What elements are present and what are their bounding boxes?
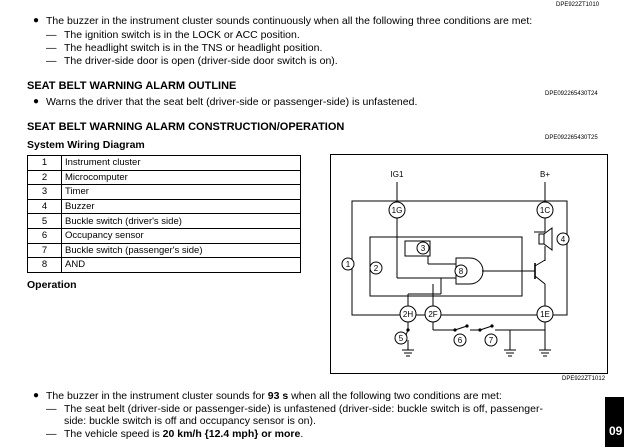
legend-row xyxy=(28,228,301,243)
microcomputer-box xyxy=(370,237,522,296)
legend-num: 2 xyxy=(28,170,62,185)
callout-5-label: 5 xyxy=(398,334,404,343)
legend-label: Buckle switch (passenger's side) xyxy=(62,243,301,258)
legend-label: Occupancy sensor xyxy=(62,228,301,243)
operation-condition-1-line2: side: buckle switch is off and occupancy sensor is on). xyxy=(64,415,316,427)
page-tab xyxy=(605,397,624,447)
callout-2-label: 2 xyxy=(373,264,379,273)
operation-condition-1-line1: The seat belt (driver-side or passenger-side) is unfastened (driver-side: buckle switch is off, passenger- xyxy=(64,403,543,415)
intro-bullet-text: The buzzer in the instrument cluster sounds continuously when all the following three conditions are met: xyxy=(46,15,533,27)
dash-icon: — xyxy=(46,55,57,67)
operation-heading: Operation xyxy=(27,279,77,291)
doc-code-top: DPE922ZT1010 xyxy=(556,2,600,8)
legend-row xyxy=(28,243,301,258)
dash-icon: — xyxy=(46,403,57,415)
callout-1-label: 1 xyxy=(345,260,351,269)
page-tab-label: 09 xyxy=(609,424,623,438)
terminal-1c-label: 1C xyxy=(539,206,551,215)
legend-num: 4 xyxy=(28,199,62,214)
doc-code-diagram: DPE922ZT1012 xyxy=(562,376,606,382)
operation-condition-2 xyxy=(64,428,303,440)
intro-condition-3: The driver-side door is open (driver-side door switch is on). xyxy=(64,55,338,67)
legend-table xyxy=(27,155,301,273)
legend-label: Microcomputer xyxy=(62,170,301,185)
bullet-icon: ● xyxy=(33,15,40,26)
legend-row xyxy=(28,156,301,171)
ground-icon xyxy=(539,350,551,356)
callout-8-label: 8 xyxy=(458,267,464,276)
legend-row xyxy=(28,214,301,229)
legend-label: AND xyxy=(62,258,301,273)
ground-icon xyxy=(504,350,516,356)
doc-code-construction: DPE092265430T25 xyxy=(545,135,598,141)
callout-7-label: 7 xyxy=(488,336,494,345)
bullet-icon: ● xyxy=(33,390,40,401)
legend-label: Buckle switch (driver's side) xyxy=(62,214,301,229)
ground-icon xyxy=(402,350,414,356)
label-ig1: IG1 xyxy=(390,170,404,179)
dash-icon: — xyxy=(46,428,57,440)
terminal-2h-label: 2H xyxy=(402,310,414,319)
operation-condition-2-pre: The vehicle speed is xyxy=(64,428,163,440)
outline-bullet-text: Warns the driver that the seat belt (driver-side or passenger-side) is unfastened. xyxy=(46,96,418,108)
callout-6-label: 6 xyxy=(457,336,463,345)
legend-num: 7 xyxy=(28,243,62,258)
legend-row xyxy=(28,185,301,200)
construction-heading: SEAT BELT WARNING ALARM CONSTRUCTION/OPERATION xyxy=(27,121,345,133)
operation-bullet-post: when all the following two conditions are met: xyxy=(288,390,502,402)
legend-label: Timer xyxy=(62,185,301,200)
outline-heading: SEAT BELT WARNING ALARM OUTLINE xyxy=(27,80,237,92)
legend-num: 1 xyxy=(28,156,62,171)
legend-label: Buzzer xyxy=(62,199,301,214)
bullet-icon: ● xyxy=(33,96,40,107)
operation-bullet-bold: 93 s xyxy=(267,390,289,402)
operation-bullet xyxy=(46,390,502,402)
doc-code-outline: DPE092265430T24 xyxy=(545,91,598,97)
intro-condition-2: The headlight switch is in the TNS or headlight position. xyxy=(64,42,323,54)
intro-condition-1: The ignition switch is in the LOCK or ACC position. xyxy=(64,29,300,41)
wiring-diagram xyxy=(330,154,608,374)
legend-num: 5 xyxy=(28,214,62,229)
dash-icon: — xyxy=(46,29,57,41)
legend-num: 6 xyxy=(28,228,62,243)
callout-3-label: 3 xyxy=(420,244,426,253)
legend-num: 8 xyxy=(28,258,62,273)
dash-icon: — xyxy=(46,42,57,54)
terminal-2f-label: 2F xyxy=(428,310,438,319)
operation-bullet-pre: The buzzer in the instrument cluster sounds for xyxy=(46,390,268,402)
legend-row xyxy=(28,258,301,273)
terminal-1e-label: 1E xyxy=(540,310,550,319)
legend-row xyxy=(28,170,301,185)
legend-label: Instrument cluster xyxy=(62,156,301,171)
operation-condition-2-bold: 20 km/h {12.4 mph} or more xyxy=(162,428,301,440)
legend-num: 3 xyxy=(28,185,62,200)
legend-row xyxy=(28,199,301,214)
terminal-1g-label: 1G xyxy=(391,206,403,215)
callout-4-label: 4 xyxy=(560,235,566,244)
wiring-diagram-title: System Wiring Diagram xyxy=(27,139,145,151)
label-bplus: B+ xyxy=(539,170,551,179)
operation-condition-2-post: . xyxy=(300,428,304,440)
